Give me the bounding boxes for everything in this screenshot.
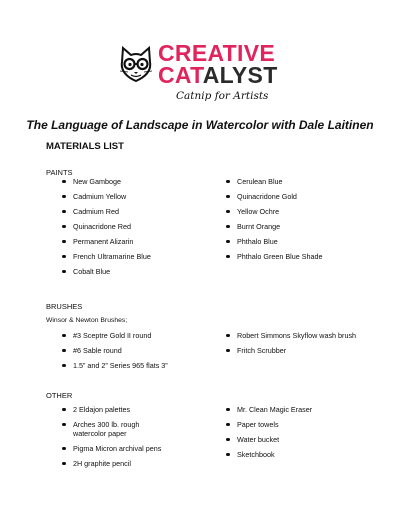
creative-catalyst-logo — [118, 42, 288, 110]
section-label-brushes: BRUSHES — [46, 302, 83, 311]
list-item: #3 Sceptre Gold II round — [62, 331, 168, 340]
list-item: Sketchbook — [226, 450, 312, 459]
paints-list-right — [226, 177, 323, 267]
list-item: Cadmium Red — [62, 207, 151, 216]
list-item: 2H graphite pencil — [62, 459, 162, 468]
other-list-right — [226, 405, 312, 465]
brand-name — [158, 42, 278, 86]
bullet-icon — [226, 334, 230, 338]
list-item: Phthalo Blue — [226, 237, 323, 246]
bullet-icon — [226, 210, 230, 214]
bullet-icon — [62, 210, 66, 214]
bullet-icon — [226, 423, 230, 427]
bullet-icon — [226, 240, 230, 244]
bullet-icon — [62, 423, 66, 427]
bullet-icon — [62, 334, 66, 338]
bullet-icon — [226, 195, 230, 199]
brand-alyst: ALYST — [202, 62, 278, 88]
other-list-left — [62, 405, 162, 474]
list-item: Phthalo Green Blue Shade — [226, 252, 323, 261]
section-label-paints: PAINTS — [46, 168, 73, 177]
bullet-icon — [62, 195, 66, 199]
bullet-icon — [62, 462, 66, 466]
bullet-icon — [226, 255, 230, 259]
materials-list-heading: MATERIALS LIST — [46, 141, 124, 152]
list-item: Cobalt Blue — [62, 267, 151, 276]
brand-line-catalyst — [158, 64, 278, 86]
list-item: French Ultramarine Blue — [62, 252, 151, 261]
bullet-icon — [62, 349, 66, 353]
bullet-icon — [62, 240, 66, 244]
list-item: New Gamboge — [62, 177, 151, 186]
cat-with-glasses-icon — [118, 44, 154, 84]
bullet-icon — [226, 453, 230, 457]
bullet-icon — [226, 225, 230, 229]
brushes-list-left — [62, 331, 168, 376]
paints-list-left — [62, 177, 151, 282]
brand-line-creative: CREATIVE — [158, 40, 275, 66]
list-item: Burnt Orange — [226, 222, 323, 231]
list-item: Fritch Scrubber — [226, 346, 356, 355]
list-item: Robert Simmons Skyflow wash brush — [226, 331, 356, 340]
bullet-icon — [62, 225, 66, 229]
list-item: Quinacridone Gold — [226, 192, 323, 201]
bullet-icon — [62, 364, 66, 368]
brushes-note: Winsor & Newton Brushes; — [46, 317, 128, 324]
brushes-list-right — [226, 331, 356, 361]
list-item: Cadmium Yellow — [62, 192, 151, 201]
bullet-icon — [226, 408, 230, 412]
section-label-other: OTHER — [46, 391, 73, 400]
bullet-icon — [62, 408, 66, 412]
list-item: Paper towels — [226, 420, 312, 429]
bullet-icon — [62, 270, 66, 274]
list-item: 1.5” and 2” Series 965 flats 3” — [62, 361, 168, 370]
bullet-icon — [62, 255, 66, 259]
bullet-icon — [62, 180, 66, 184]
bullet-icon — [62, 447, 66, 451]
bullet-icon — [226, 180, 230, 184]
list-item: Quinacridone Red — [62, 222, 151, 231]
list-item: Pigma Micron archival pens — [62, 444, 162, 453]
brand-cat: CAT — [158, 62, 203, 88]
page-title: The Language of Landscape in Watercolor with Dale Laitinen — [26, 118, 374, 132]
list-item: Permanent Alizarin — [62, 237, 151, 246]
brand-tagline: Catnip for Artists — [176, 90, 269, 102]
list-item: Arches 300 lb. rough watercolor paper — [62, 420, 162, 438]
list-item: 2 Eldajon palettes — [62, 405, 162, 414]
list-item: #6 Sable round — [62, 346, 168, 355]
bullet-icon — [226, 349, 230, 353]
bullet-icon — [226, 438, 230, 442]
list-item: Water bucket — [226, 435, 312, 444]
list-item: Mr. Clean Magic Eraser — [226, 405, 312, 414]
list-item: Cerulean Blue — [226, 177, 323, 186]
list-item: Yellow Ochre — [226, 207, 323, 216]
